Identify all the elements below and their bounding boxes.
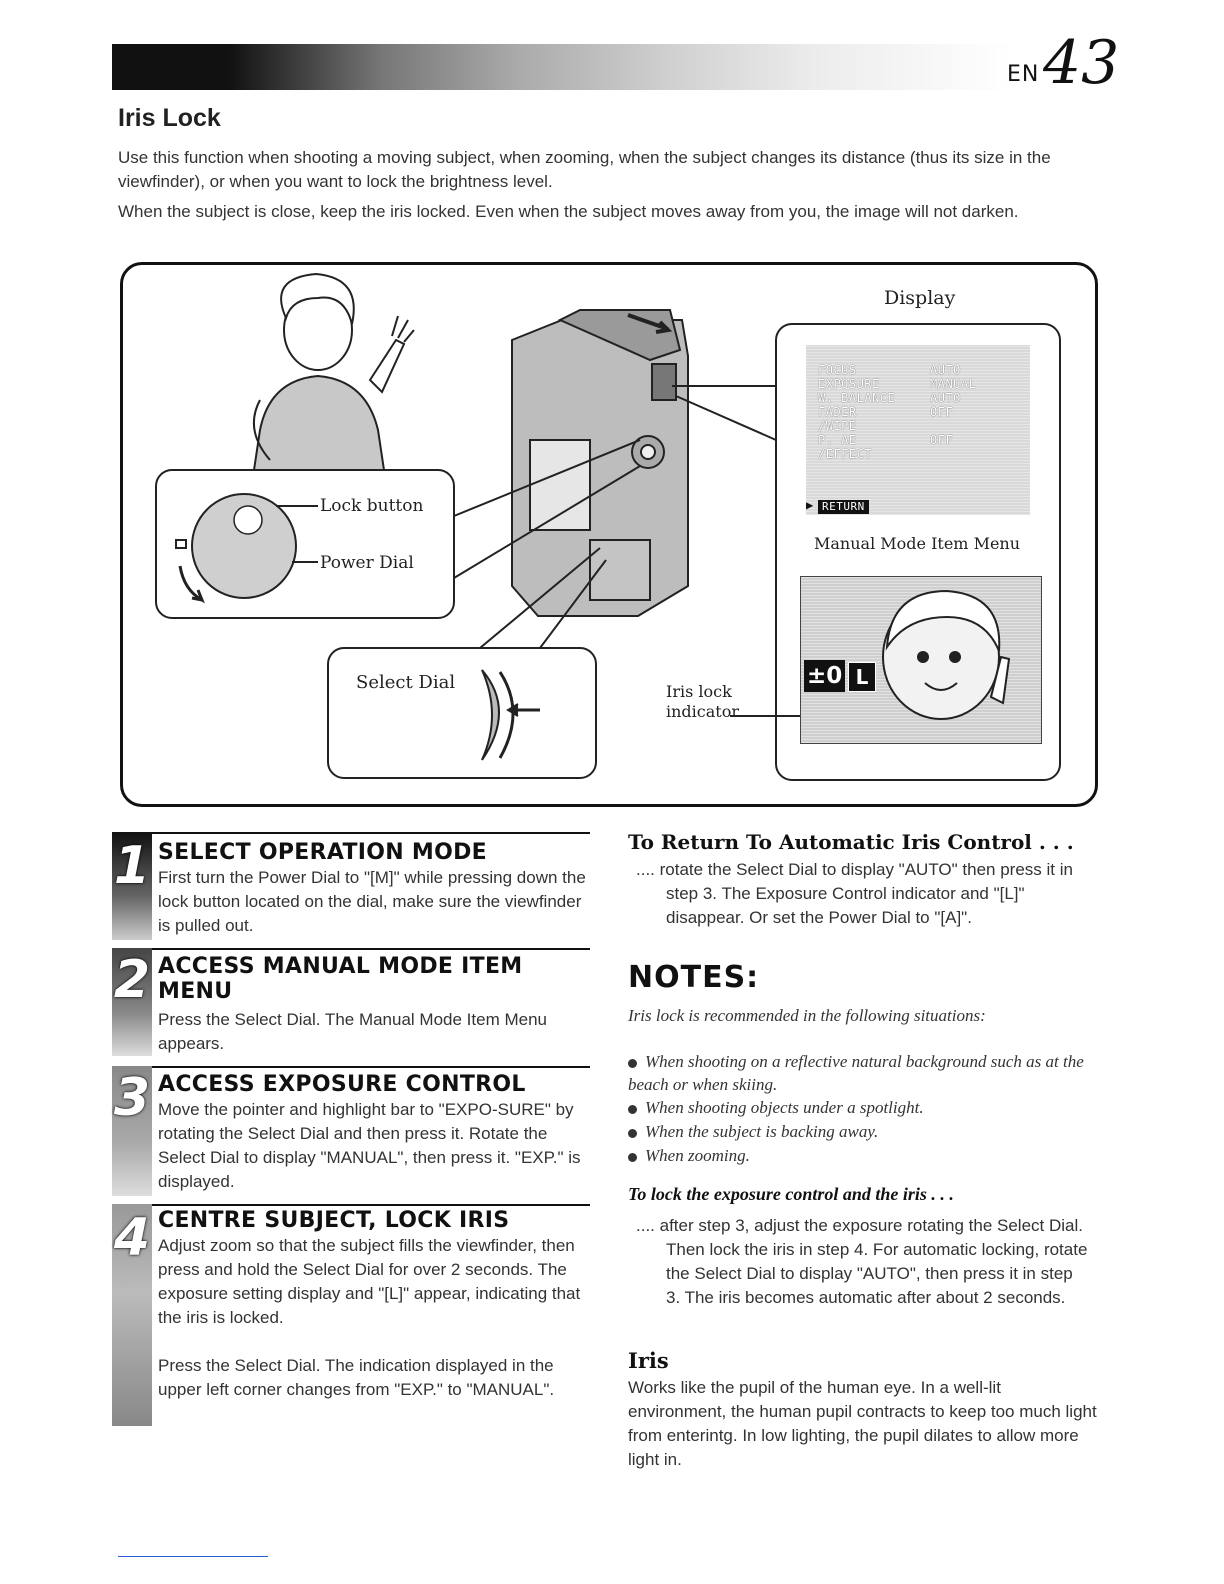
- bullet-icon: [628, 1059, 637, 1068]
- menu-row-value: OFF: [930, 433, 954, 447]
- menu-row: [806, 391, 1030, 405]
- notes-item-text: When zooming.: [645, 1146, 750, 1165]
- step-2-number: 2: [113, 950, 151, 1010]
- menu-row-key: P. AE: [818, 433, 857, 447]
- camcorder-illustration: [512, 310, 688, 616]
- menu-row-value: OFF: [930, 405, 954, 419]
- step-4-body-2: Press the Select Dial. The indication displayed in the upper left corner changes from "EXP." to "MANUAL".: [158, 1356, 555, 1399]
- menu-row-key: W. BALANCE: [818, 391, 896, 405]
- step-2-title: ACCESS MANUAL MODE ITEM MENU: [158, 954, 523, 1004]
- exposure-value-indicator: ±0: [804, 660, 845, 692]
- step-4-body: Adjust zoom so that the subject fills the viewfinder, then press and hold the Select Dial for over 2 seconds. The exposure setting display and "[L]" appear, indicating that the iris is locked.: [158, 1236, 581, 1327]
- select-dial-label: Select Dial: [356, 672, 456, 693]
- step-2-rule: [152, 948, 590, 950]
- bullet-icon: [628, 1153, 637, 1162]
- lock-exposure-heading: To lock the exposure control and the iris . . .: [628, 1184, 954, 1204]
- menu-row-key: /EFFECT: [818, 447, 873, 461]
- woman-illustration: [254, 274, 414, 470]
- notes-item: [628, 1144, 1088, 1167]
- menu-row-key: FOCUS: [818, 363, 857, 377]
- lock-button-label: Lock button: [320, 496, 424, 516]
- notes-item-text: When the subject is backing away.: [645, 1122, 879, 1141]
- return-body: .... rotate the Select Dial to display "AUTO" then press it in step 3. The Exposure Control indicator and "[L]" disappear. Or set the Power Dial to "[A]".: [636, 860, 1073, 927]
- manual-mode-menu-screen: [806, 345, 1030, 515]
- step-1-rule: [152, 832, 590, 834]
- display-label: Display: [884, 287, 956, 309]
- page-language: EN: [1007, 62, 1040, 87]
- menu-row: [806, 363, 1030, 377]
- step-3-body: Move the pointer and highlight bar to "EXPO-SURE" by rotating the Select Dial and then press it. Rotate the Select Dial to display "MANUAL", then press it. "EXP." is displayed.: [158, 1100, 581, 1191]
- menu-row-value: AUTO: [930, 363, 961, 377]
- menu-row-key: EXPOSURE: [818, 377, 880, 391]
- notes-intro: Iris lock is recommended in the following situations:: [628, 1006, 986, 1025]
- page-number: 43: [1043, 28, 1120, 98]
- return-heading: To Return To Automatic Iris Control . . .: [628, 830, 1074, 854]
- notes-item: [628, 1050, 1088, 1096]
- menu-row-value: MANUAL: [930, 377, 977, 391]
- iris-lock-label: Iris lock: [666, 682, 732, 701]
- notes-item: [628, 1096, 1088, 1119]
- step-2-body: Press the Select Dial. The Manual Mode Item Menu appears.: [158, 1010, 547, 1053]
- iris-lock-icon: L: [848, 662, 876, 692]
- bullet-icon: [628, 1129, 637, 1138]
- bullet-icon: [628, 1105, 637, 1114]
- step-1-body: First turn the Power Dial to "[M]" while pressing down the lock button located on the dial, make sure the viewfinder is pulled out.: [158, 868, 586, 935]
- intro-paragraph-1: Use this function when shooting a moving subject, when zooming, when the subject changes its distance (thus its size in the viewfinder), or when you want to lock the brightness level.: [118, 148, 1051, 191]
- section-title: Iris Lock: [118, 104, 221, 132]
- step-3-rule: [152, 1066, 590, 1068]
- iris-body: Works like the pupil of the human eye. In a well-lit environment, the human pupil contracts to keep too much light from enterintg. In low lighting, the pupil dilates to allow more light in.: [628, 1378, 1097, 1469]
- menu-row: [806, 405, 1030, 419]
- notes-item-text: When shooting objects under a spotlight.: [645, 1098, 924, 1117]
- menu-row-value: AUTO: [930, 391, 961, 405]
- step-4-number: 4: [113, 1208, 151, 1268]
- step-1-title: SELECT OPERATION MODE: [158, 840, 487, 865]
- step-1-number: 1: [113, 836, 151, 896]
- menu-row: [806, 447, 1030, 461]
- menu-return-item: RETURN: [818, 500, 869, 514]
- intro-paragraph-2: When the subject is close, keep the iris locked. Even when the subject moves away from you, the image will not darken.: [118, 202, 1019, 221]
- notes-item-text: When shooting on a reflective natural background such as at the beach or when skiing.: [628, 1052, 1084, 1094]
- menu-row: [806, 377, 1030, 391]
- step-3-number: 3: [113, 1068, 151, 1128]
- iris-heading: Iris: [628, 1348, 669, 1373]
- menu-row: [806, 419, 1030, 433]
- footer-line: [118, 1556, 268, 1557]
- notes-item: [628, 1120, 1088, 1143]
- menu-caption: Manual Mode Item Menu: [814, 534, 1021, 553]
- step-4-title: CENTRE SUBJECT, LOCK IRIS: [158, 1208, 510, 1233]
- power-dial-label: Power Dial: [320, 553, 414, 573]
- menu-row-key: FADER: [818, 405, 857, 419]
- step-4-rule: [152, 1204, 590, 1206]
- menu-pointer-icon: ▶: [806, 498, 814, 512]
- lock-exposure-body: .... after step 3, adjust the exposure rotating the Select Dial. Then lock the iris in step 4. For automatic locking, rotate the Select Dial to display "AUTO", then press it in step 3. The iris becomes automatic after about 2 seconds.: [636, 1216, 1088, 1307]
- iris-lock-indicator-label: indicator: [666, 702, 739, 721]
- menu-row-key: /WIPE: [818, 419, 857, 433]
- menu-row: [806, 433, 1030, 447]
- notes-heading: NOTES:: [628, 960, 760, 995]
- step-3-title: ACCESS EXPOSURE CONTROL: [158, 1072, 526, 1097]
